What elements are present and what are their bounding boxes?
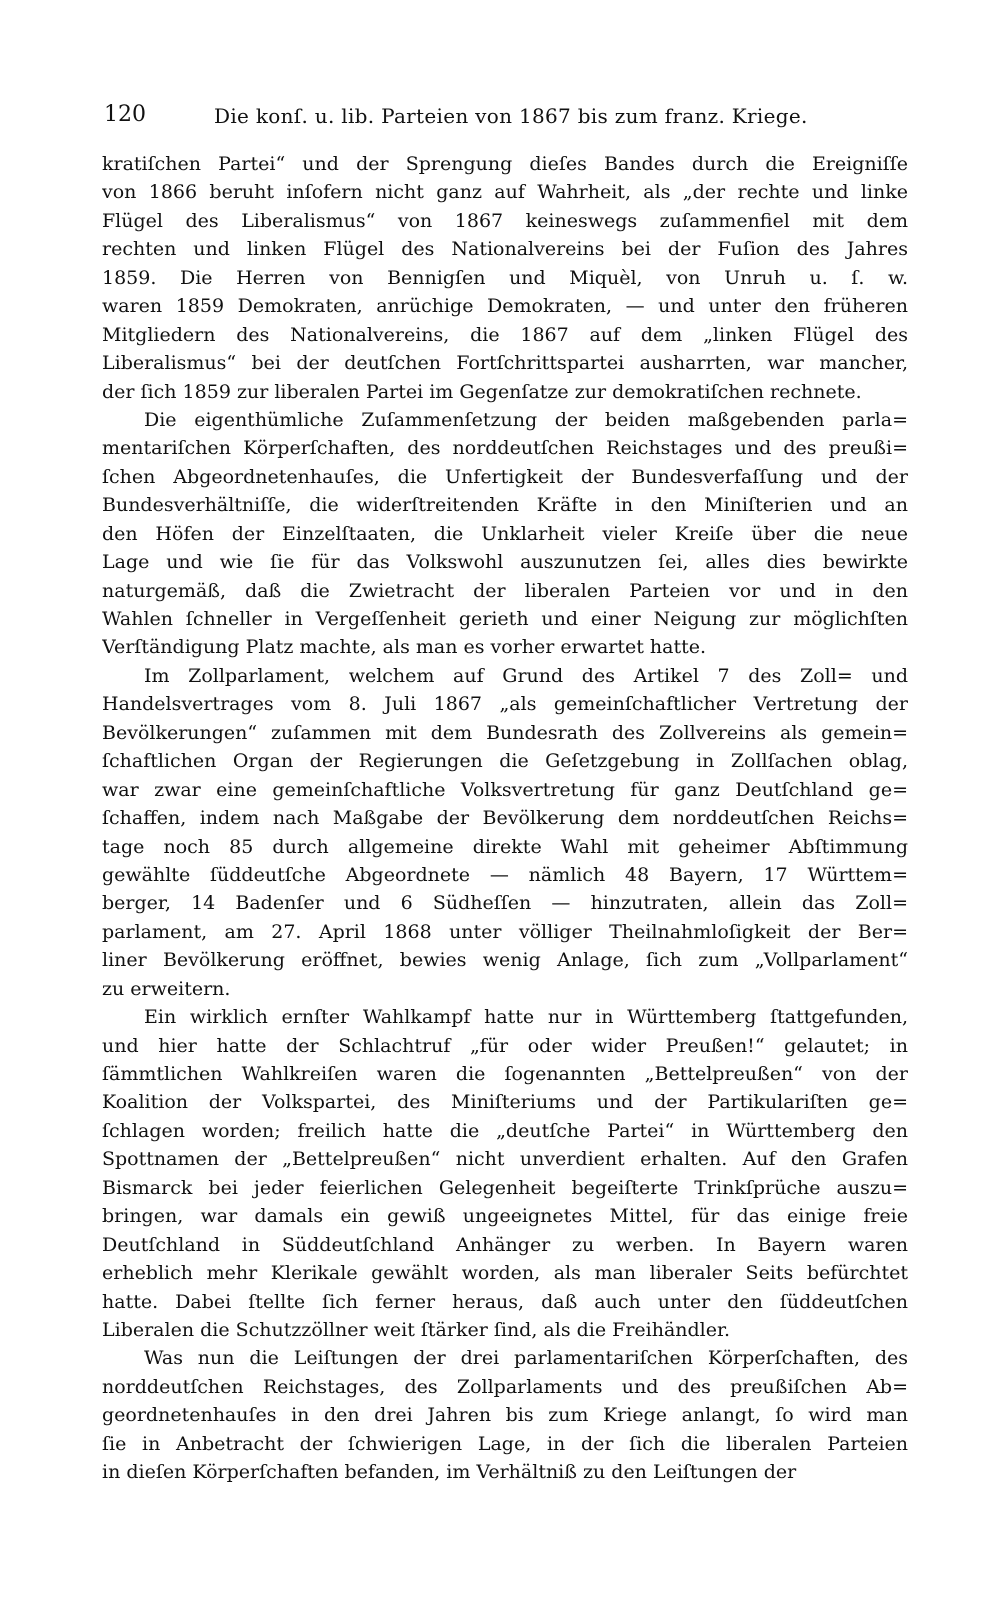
- paragraph: [102, 662, 908, 1003]
- text-line: von 1866 beruht inſofern nicht ganz auf Wahrheit, als „der rechte und linke: [102, 181, 908, 204]
- text-line: Die eigenthümliche Zuſammenſetzung der beiden maßgebenden parla=: [144, 408, 908, 431]
- text-line: Mitgliedern des Nationalvereins, die 1867 auf dem „linken Flügel des: [102, 323, 908, 346]
- text-line: Flügel des Liberalismus“ von 1867 keineswegs zuſammenfiel mit dem: [102, 209, 908, 232]
- paragraph: [102, 1003, 908, 1344]
- text-line: Was nun die Leiſtungen der drei parlamentariſchen Körperſchaften, des: [144, 1347, 908, 1370]
- text-line: der ſich 1859 zur liberalen Partei im Gegenſatze zur demokratiſchen rechnete.: [102, 380, 862, 403]
- text-line: Im Zollparlament, welchem auf Grund des Artikel 7 des Zoll= und: [144, 664, 908, 687]
- text-line: parlament, am 27. April 1868 unter völliger Theilnahmloſigkeit der Ber=: [102, 920, 908, 943]
- text-line: kratiſchen Partei“ und der Sprengung dieſes Bandes durch die Ereigniſſe: [102, 153, 908, 175]
- text-line: ſämmtlichen Wahlkreiſen waren die ſogenannten „Bettelpreußen“ von der: [102, 1063, 908, 1085]
- text-line: gewählte ſüddeutſche Abgeordnete — nämlich 48 Bayern, 17 Württem=: [102, 863, 908, 886]
- text-line: Bundesverhältniſſe, die widerſtreitenden Kräfte in den Miniſterien und an: [102, 494, 908, 517]
- text-line: Handelsvertrages vom 8. Juli 1867 „als gemeinſchaftlicher Vertretung der: [102, 693, 908, 716]
- text-line: Spottnamen der „Bettelpreußen“ nicht unverdient erhalten. Auf den Grafen: [102, 1148, 908, 1171]
- text-line: Wahlen ſchneller in Vergeſſenheit gerieth und einer Neigung zur möglichſten: [102, 608, 908, 630]
- text-line: Koalition der Volkspartei, des Miniſteriums und der Partikulariſten ge=: [102, 1091, 908, 1114]
- text-line: Bevölkerungen“ zuſammen mit dem Bundesrath des Zollvereins als gemein=: [102, 721, 908, 744]
- text-line: ſie in Anbetracht der ſchwierigen Lage, in der ſich die liberalen Parteien: [102, 1432, 908, 1455]
- text-line: Lage und wie ſie für das Volkswohl auszunutzen ſei, alles dies bewirkte: [102, 551, 908, 574]
- text-line: ſchaftlichen Organ der Regierungen die Geſetzgebung in Zollſachen oblag,: [102, 750, 908, 773]
- text-line: Deutſchland in Süddeutſchland Anhänger zu werben. In Bayern waren: [102, 1233, 908, 1256]
- text-line: geordnetenhauſes in den drei Jahren bis zum Kriege anlangt, ſo wird man: [102, 1404, 908, 1427]
- text-line: berger, 14 Badenſer und 6 Südheſſen — hinzutraten, allein das Zoll=: [102, 892, 908, 915]
- text-line: Ein wirklich ernſter Wahlkampf hatte nur in Württemberg ſtattgefunden,: [144, 1006, 908, 1029]
- text-line: den Höfen der Einzelſtaaten, die Unklarheit vieler Kreiſe über die neue: [102, 522, 908, 545]
- paragraph: [102, 406, 908, 662]
- text-line: tage noch 85 durch allgemeine direkte Wahl mit geheimer Abſtimmung: [102, 835, 908, 858]
- text-line: Liberalen die Schutzzöllner weit ſtärker ſind, als die Freihändler.: [102, 1318, 731, 1341]
- text-line: hatte. Dabei ſtellte ſich ferner heraus, daß auch unter den ſüddeutſchen: [102, 1290, 908, 1313]
- text-line: Liberalismus“ bei der deutſchen Fortſchrittspartei ausharrten, war mancher,: [102, 352, 908, 375]
- text-line: mentariſchen Körperſchaften, des norddeutſchen Reichstages und des preußi=: [102, 437, 908, 460]
- text-line: liner Bevölkerung eröffnet, bewies wenig Anlage, ſich zum „Vollparlament“: [102, 949, 908, 972]
- page-number: 120: [104, 102, 146, 127]
- paragraph: [102, 150, 908, 406]
- body-text: [102, 150, 908, 1487]
- text-line: erheblich mehr Klerikale gewählt worden, als man liberaler Seits befürchtet: [102, 1262, 908, 1285]
- paragraph: [102, 1344, 908, 1486]
- text-line: und hier hatte der Schlachtruf „für oder wider Preußen!“ gelautet; in: [102, 1034, 908, 1057]
- text-line: 1859. Die Herren von Bennigſen und Miquèl, von Unruh u. ſ. w.: [102, 266, 908, 289]
- text-line: zu erweitern.: [102, 977, 231, 1000]
- text-line: Bismarck bei jeder feierlichen Gelegenheit begeiſterte Trinkſprüche auszu=: [102, 1176, 908, 1199]
- text-line: Verſtändigung Platz machte, als man es vorher erwartet hatte.: [102, 636, 707, 659]
- text-line: ſchlagen worden; freilich hatte die „deutſche Partei“ in Württemberg den: [102, 1119, 908, 1142]
- text-line: bringen, war damals ein gewiß ungeeignetes Mittel, für das einige freie: [102, 1205, 908, 1228]
- page-header: [104, 96, 904, 136]
- text-line: war zwar eine gemeinſchaftliche Volksvertretung für ganz Deutſchland ge=: [102, 778, 908, 801]
- text-line: naturgemäß, daß die Zwietracht der liberalen Parteien vor und in den: [102, 579, 908, 602]
- text-line: ſchaffen, indem nach Maßgabe der Bevölkerung dem norddeutſchen Reichs=: [102, 807, 908, 830]
- text-line: waren 1859 Demokraten, anrüchige Demokraten, — und unter den früheren: [102, 295, 908, 318]
- running-title: Die konſ. u. lib. Parteien von 1867 bis zum franz. Kriege.: [214, 104, 808, 128]
- text-line: norddeutſchen Reichstages, des Zollparlaments und des preußiſchen Ab=: [102, 1375, 908, 1398]
- text-line: rechten und linken Flügel des Nationalvereins bei der Fuſion des Jahres: [102, 238, 908, 261]
- text-line: ſchen Abgeordnetenhauſes, die Unfertigkeit der Bundesverfaſſung und der: [102, 465, 908, 488]
- text-line: in dieſen Körperſchaften befanden, im Verhältniß zu den Leiſtungen der: [102, 1461, 797, 1484]
